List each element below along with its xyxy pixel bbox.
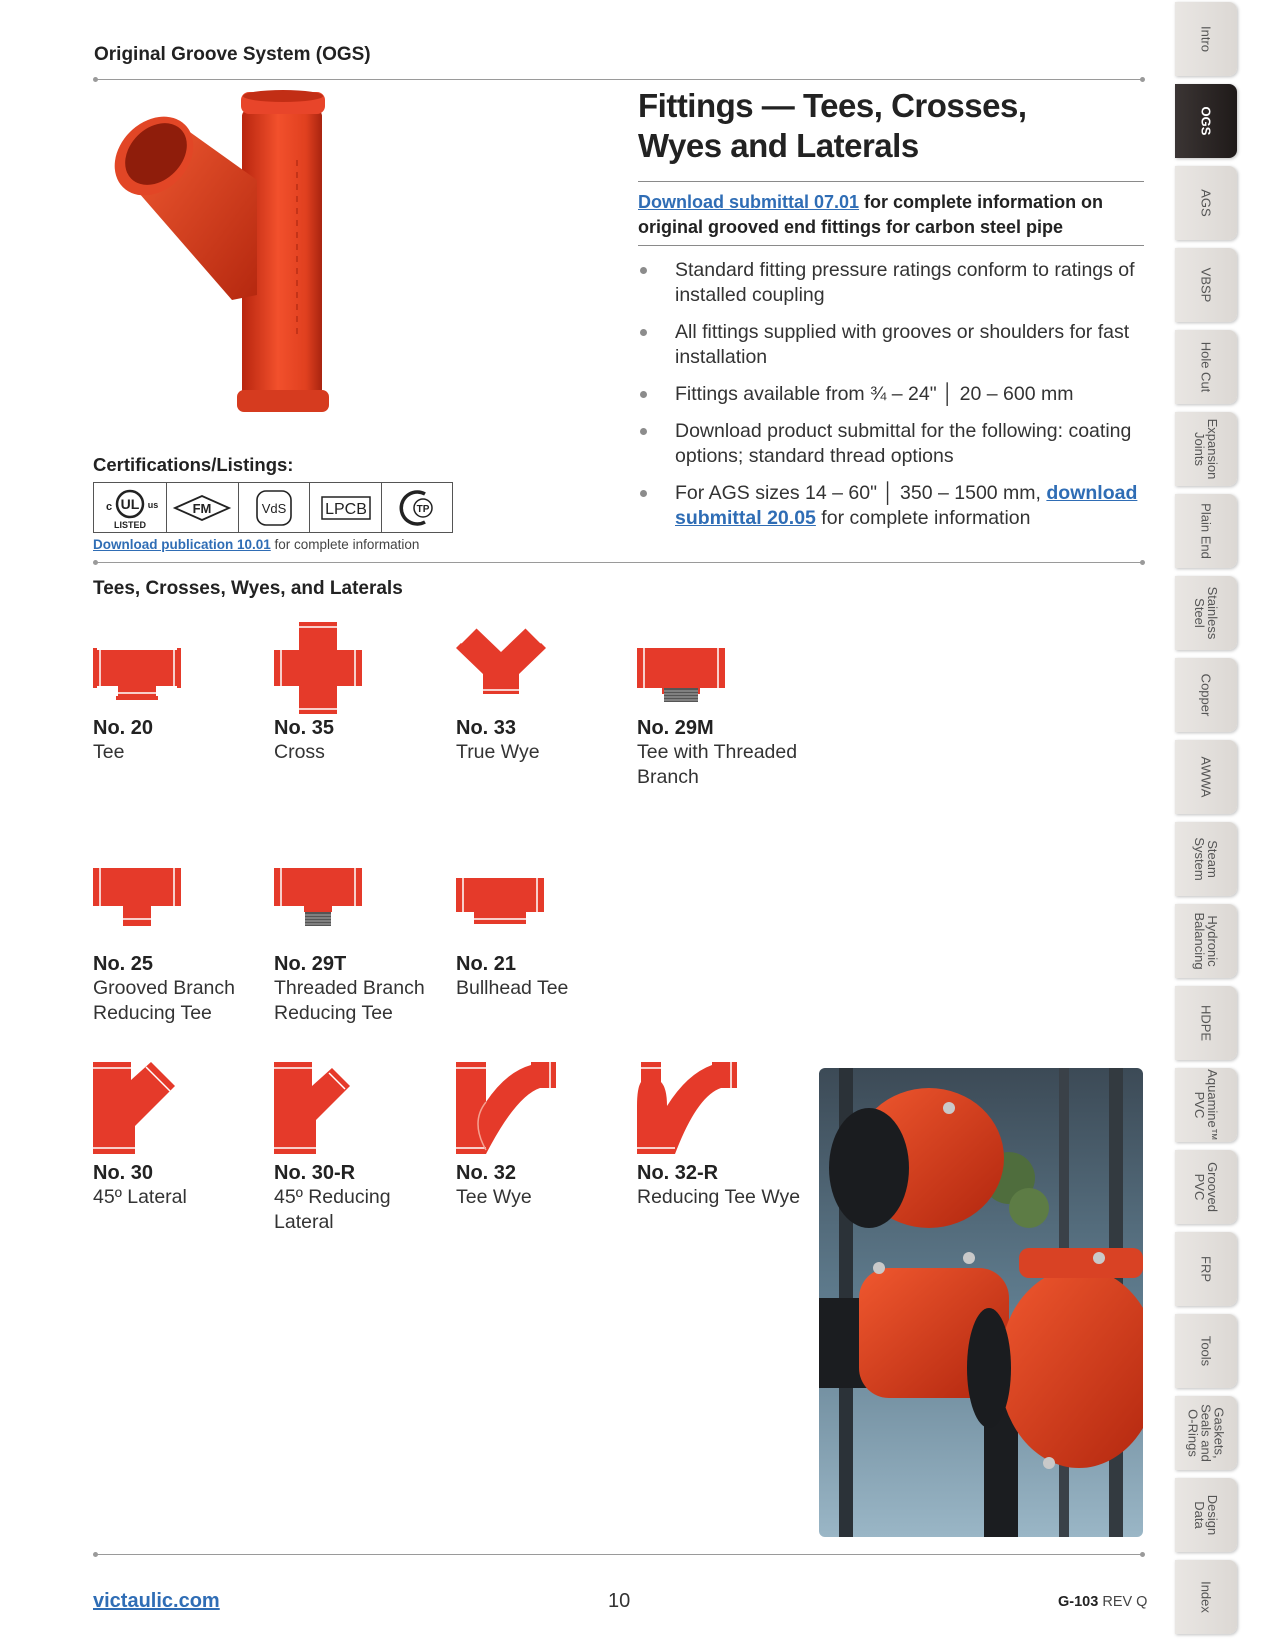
feature-bullet bbox=[638, 258, 1143, 308]
tab-copper[interactable] bbox=[1175, 658, 1237, 732]
fitting-description: True Wye bbox=[456, 741, 540, 763]
section-title: Original Groove System (OGS) bbox=[94, 44, 371, 65]
website-link[interactable]: victaulic.com bbox=[93, 1590, 220, 1612]
wye-fitting-photo bbox=[92, 90, 352, 425]
fitting-description: Grooved Branch Reducing Tee bbox=[93, 977, 235, 1024]
fitting-description: Tee with Threaded Branch bbox=[637, 741, 798, 788]
grooved-reducing-tee-icon bbox=[93, 868, 193, 953]
submittal-2005-link[interactable]: download submittal 20.05 bbox=[675, 482, 1138, 529]
bullet-text: For AGS sizes 14 – 60" │ 350 – 1500 mm, bbox=[675, 482, 1047, 504]
feature-bullet bbox=[638, 481, 1143, 531]
tab-label: Copper bbox=[1198, 673, 1214, 717]
fitting-description: Threaded Branch Reducing Tee bbox=[274, 977, 425, 1024]
tab-grooved-pvc[interactable] bbox=[1175, 1150, 1237, 1224]
bullet-text: Fittings available from ¾ – 24" │ 20 – 600 mm bbox=[675, 383, 1074, 405]
fitting-item-35 bbox=[274, 622, 454, 765]
tab-expansion-joints[interactable] bbox=[1175, 412, 1237, 486]
tab-vbsp[interactable] bbox=[1175, 248, 1237, 322]
fitting-number: No. 33 bbox=[456, 717, 517, 739]
ctp-icon bbox=[382, 483, 452, 532]
intro-divider bbox=[638, 245, 1144, 246]
tab-label: Grooved PVC bbox=[1192, 1162, 1220, 1212]
section-tabs bbox=[1175, 0, 1275, 1650]
tab-design-data[interactable] bbox=[1175, 1478, 1237, 1552]
vds-text: VdS bbox=[261, 500, 287, 516]
bullhead-tee-icon bbox=[456, 868, 556, 953]
tab-label: Hole Cut bbox=[1198, 341, 1214, 393]
reducing-tee-wye-icon bbox=[637, 1062, 737, 1162]
fitting-item-32r bbox=[637, 1062, 817, 1210]
header-rule bbox=[95, 79, 1143, 80]
tab-frp[interactable] bbox=[1175, 1232, 1237, 1306]
tab-ogs[interactable] bbox=[1175, 84, 1237, 158]
intro-text-body: for complete information on original grooved end fittings for carbon steel pipe bbox=[638, 192, 1104, 237]
tab-steam-system[interactable] bbox=[1175, 822, 1237, 896]
fitting-number: No. 30-R bbox=[274, 1162, 356, 1184]
certifications-rule bbox=[95, 562, 1143, 563]
vds-icon bbox=[239, 483, 311, 532]
feature-bullet bbox=[638, 419, 1143, 469]
ctp-text: TP bbox=[416, 503, 430, 515]
tab-label: AGS bbox=[1198, 189, 1214, 217]
tab-label: Intro bbox=[1198, 25, 1214, 53]
bullet-text: All fittings supplied with grooves or shoulders for fast installation bbox=[675, 321, 1130, 368]
fitting-item-30r bbox=[274, 1062, 454, 1235]
tab-label: Aquamine™ PVC bbox=[1192, 1069, 1220, 1141]
fitting-number: No. 32 bbox=[456, 1162, 517, 1184]
fitting-item-21 bbox=[456, 868, 636, 1001]
fitting-number: No. 32-R bbox=[637, 1162, 719, 1184]
tee-wye-icon bbox=[456, 1062, 556, 1162]
footer-rule bbox=[95, 1554, 1143, 1555]
ul-listed-text: LISTED bbox=[113, 519, 146, 530]
fitting-description: 45º Reducing Lateral bbox=[274, 1186, 391, 1233]
heading-line-2: Wyes and Laterals bbox=[638, 127, 919, 164]
fitting-number: No. 30 bbox=[93, 1162, 154, 1184]
tab-stainless-steel[interactable] bbox=[1175, 576, 1237, 650]
fitting-item-20 bbox=[93, 622, 273, 765]
fitting-description: 45º Lateral bbox=[93, 1186, 187, 1208]
fitting-number: No. 29M bbox=[637, 717, 714, 739]
tab-gaskets[interactable] bbox=[1175, 1396, 1237, 1470]
fittings-section-title: Tees, Crosses, Wyes, and Laterals bbox=[93, 578, 403, 599]
intro-text bbox=[638, 190, 1108, 240]
fitting-item-33 bbox=[456, 622, 636, 765]
tab-hdpe[interactable] bbox=[1175, 986, 1237, 1060]
ul-c-text: c bbox=[105, 500, 112, 513]
tee-icon bbox=[93, 622, 193, 717]
fitting-number: No. 29T bbox=[274, 953, 347, 975]
feature-bullet bbox=[638, 320, 1143, 370]
installation-photo bbox=[819, 1068, 1143, 1537]
fitting-item-30 bbox=[93, 1062, 273, 1210]
tab-hydronic-balancing[interactable] bbox=[1175, 904, 1237, 978]
tab-ags[interactable] bbox=[1175, 166, 1237, 240]
certification-logos bbox=[93, 482, 453, 533]
page-heading bbox=[638, 86, 1108, 166]
fitting-description: Reducing Tee Wye bbox=[637, 1186, 801, 1208]
feature-bullet bbox=[638, 382, 1143, 407]
fitting-item-32 bbox=[456, 1062, 636, 1210]
tab-index[interactable] bbox=[1175, 1560, 1237, 1634]
reducing-lateral-icon bbox=[274, 1062, 374, 1162]
fitting-number: No. 21 bbox=[456, 953, 517, 975]
document-reference bbox=[1058, 1594, 1147, 1610]
tab-hole-cut[interactable] bbox=[1175, 330, 1237, 404]
bullet-text: Download product submittal for the following: coating options; standard thread options bbox=[675, 420, 1132, 467]
tab-label: Steam System bbox=[1192, 837, 1220, 881]
doc-revision: REV Q bbox=[1098, 1594, 1148, 1610]
bullet-text-after: for complete information bbox=[815, 507, 1031, 529]
fitting-description: Cross bbox=[274, 741, 325, 763]
fitting-description: Bullhead Tee bbox=[456, 977, 569, 999]
doc-number: G-103 bbox=[1058, 1594, 1099, 1610]
true-wye-icon bbox=[456, 622, 556, 717]
cross-icon bbox=[274, 622, 374, 717]
tab-aquamine-pvc[interactable] bbox=[1175, 1068, 1237, 1142]
tab-label: Tools bbox=[1198, 1335, 1214, 1367]
certifications-title: Certifications/Listings: bbox=[93, 454, 294, 475]
lateral-icon bbox=[93, 1062, 193, 1162]
tab-label: Gaskets, Seals and O-Rings bbox=[1185, 1404, 1227, 1462]
tab-tools[interactable] bbox=[1175, 1314, 1237, 1388]
publication-1001-link[interactable]: Download publication 10.01 bbox=[93, 537, 271, 552]
fitting-description: Tee Wye bbox=[456, 1186, 532, 1208]
heading-line-1: Fittings — Tees, Crosses, bbox=[638, 87, 1027, 124]
tab-label: Expansion Joints bbox=[1192, 418, 1220, 480]
fitting-item-25 bbox=[93, 868, 273, 1026]
tab-awwa[interactable] bbox=[1175, 740, 1237, 814]
fitting-item-29m bbox=[637, 622, 817, 790]
tab-label: Design Data bbox=[1192, 1494, 1220, 1536]
ul-listed-icon bbox=[94, 483, 167, 532]
ul-text: UL bbox=[120, 495, 140, 512]
tab-label: Stainless Steel bbox=[1192, 586, 1220, 640]
lpcb-text: LPCB bbox=[324, 500, 367, 518]
fitting-number: No. 25 bbox=[93, 953, 154, 975]
bullet-text: Standard fitting pressure ratings conform to ratings of installed coupling bbox=[675, 259, 1135, 306]
submittal-0701-link[interactable]: Download submittal 07.01 bbox=[638, 192, 860, 212]
tab-label: HDPE bbox=[1198, 1004, 1214, 1042]
tab-label: OGS bbox=[1198, 106, 1214, 136]
fm-text: FM bbox=[192, 500, 212, 516]
publication-note-text: for complete information bbox=[270, 537, 420, 552]
fitting-number: No. 35 bbox=[274, 717, 335, 739]
tab-label: Plain End bbox=[1198, 503, 1214, 559]
tee-threaded-branch-icon bbox=[637, 622, 737, 717]
fitting-description: Tee bbox=[93, 741, 125, 763]
fitting-item-29t bbox=[274, 868, 454, 1026]
tab-label: FRP bbox=[1198, 1256, 1214, 1282]
lpcb-icon bbox=[310, 483, 382, 532]
tab-label: Index bbox=[1198, 1581, 1214, 1613]
fitting-number: No. 20 bbox=[93, 717, 154, 739]
tab-label: Hydronic Balancing bbox=[1192, 912, 1220, 970]
feature-list bbox=[638, 258, 1143, 543]
tab-label: VBSP bbox=[1198, 267, 1214, 303]
tab-intro[interactable] bbox=[1175, 2, 1237, 76]
publication-note bbox=[93, 537, 419, 552]
page-number: 10 bbox=[608, 1590, 631, 1612]
heading-divider bbox=[638, 181, 1144, 182]
ul-us-text: us bbox=[147, 499, 159, 510]
tab-label: AWWA bbox=[1198, 756, 1214, 798]
fm-approved-icon bbox=[167, 483, 239, 532]
threaded-reducing-tee-icon bbox=[274, 868, 374, 953]
tab-plain-end[interactable] bbox=[1175, 494, 1237, 568]
